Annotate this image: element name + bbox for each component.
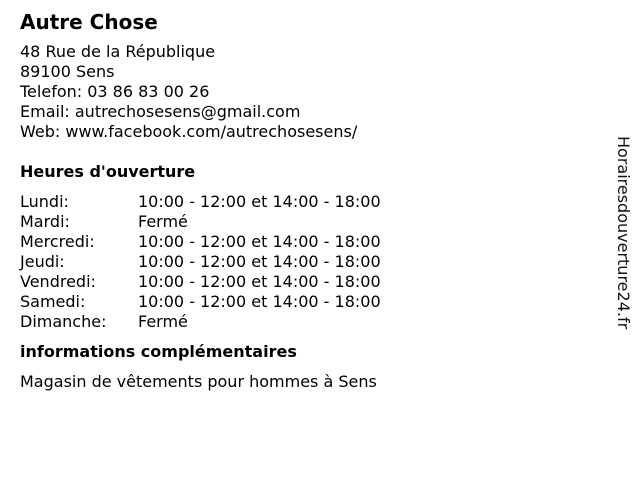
hours-title: Heures d'ouverture <box>20 162 196 181</box>
hours-time: 10:00 - 12:00 et 14:00 - 18:00 <box>138 272 381 291</box>
hours-row-jeudi <box>20 252 590 272</box>
hours-row-lundi <box>20 192 590 212</box>
hours-row-mardi <box>20 212 590 232</box>
hours-row-vendredi <box>20 272 590 292</box>
hours-day: Vendredi: <box>20 272 96 291</box>
shop-name: Autre Chose <box>20 10 158 34</box>
email-address: Email: autrechosesens@gmail.com <box>20 102 301 121</box>
hours-time: 10:00 - 12:00 et 14:00 - 18:00 <box>138 192 381 211</box>
phone-number: Telefon: 03 86 83 00 26 <box>20 82 210 101</box>
hours-time: 10:00 - 12:00 et 14:00 - 18:00 <box>138 292 381 311</box>
hours-day: Lundi: <box>20 192 69 211</box>
contact-block <box>20 42 590 142</box>
website-url: Web: www.facebook.com/autrechosesens/ <box>20 122 358 141</box>
hours-table <box>20 192 590 332</box>
hours-time: 10:00 - 12:00 et 14:00 - 18:00 <box>138 232 381 251</box>
hours-time: 10:00 - 12:00 et 14:00 - 18:00 <box>138 252 381 271</box>
info-title: informations complémentaires <box>20 342 297 361</box>
hours-day: Mardi: <box>20 212 70 231</box>
hours-day: Jeudi: <box>20 252 65 271</box>
address-city: 89100 Sens <box>20 62 115 81</box>
site-watermark: Horairesdouverture24.fr <box>614 136 633 330</box>
hours-day: Dimanche: <box>20 312 107 331</box>
listing-content <box>20 8 590 392</box>
address-street: 48 Rue de la République <box>20 42 216 61</box>
hours-row-mercredi <box>20 232 590 252</box>
info-text: Magasin de vêtements pour hommes à Sens <box>20 372 377 391</box>
hours-row-samedi <box>20 292 590 312</box>
hours-time: Fermé <box>138 212 188 231</box>
hours-time: Fermé <box>138 312 188 331</box>
hours-day: Samedi: <box>20 292 86 311</box>
hours-day: Mercredi: <box>20 232 95 251</box>
hours-row-dimanche <box>20 312 590 332</box>
